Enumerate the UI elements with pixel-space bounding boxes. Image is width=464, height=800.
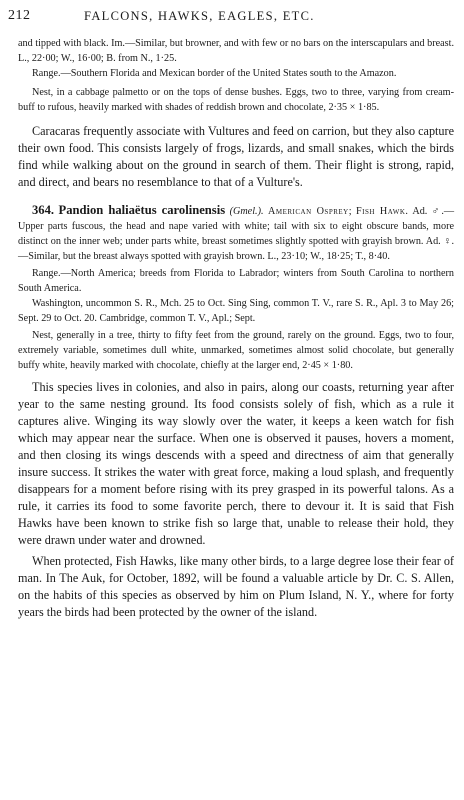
species-range: Range.—North America; breeds from Florida to Labrador; winters from South Carolina to northern South America. xyxy=(18,268,454,294)
species-latin-name: Pandion haliaëtus carolinensis xyxy=(58,203,226,217)
species-records: Washington, uncommon S. R., Mch. 25 to Oct. Sing Sing, common T. V., rare S. R., Apl. 3 to May 26; Sept. 29 to Oct. 20. Cambridge, common T. V., Apl.; Sept. xyxy=(18,298,454,324)
range-paragraph: Range.—Southern Florida and Mexican border of the United States south to the Amazon. xyxy=(32,68,397,79)
nest-paragraph: Nest, in a cabbage palmetto or on the tops of dense bushes. Eggs, two to three, varying from cream-buff to rufous, heavily marked with shades of reddish brown and chocolate, 2·35 × 1·85. xyxy=(18,87,454,113)
common-name: American Osprey xyxy=(267,206,349,217)
body-paragraph-2: When protected, Fish Hawks, like many other birds, to a large degree lose their fear of man. In The Auk, for October, 1892, will be found a valuable article by Dr. C. S. Allen, on the habits of this species as observed by him on Plum Island, N. Y., where for forty years the birds had been protected by the owner of the island. xyxy=(18,554,454,619)
body-paragraph-1: This species lives in colonies, and also in pairs, along our coasts, returning year after year to the same nesting ground. Its food consists solely of fish, which as a rule it captures alive. Winging its way slowly over the water, it keeps a keen watch for fish which may appear near the surface. When one is observed it pauses, hovers a moment, and then closing its wings descends with a speed and directness of aim that generally insure success. It strikes the water with great force, making a loud splash, and frequently disappears for a moment before rising with its prey grasped in its powerful talons. As a rule, it carries its food to some favorite perch, there to devour it. It is said that Fish Hawks have been known to strike fish so large that, unable to release their hold, they were drawn under water and drowned. xyxy=(18,380,454,547)
species-authority: (Gmel.). xyxy=(229,206,264,217)
page-header xyxy=(0,8,464,28)
caracara-paragraph: Caracaras frequently associate with Vultures and feed on carrion, but they also capture their own food. This consists largely of frogs, lizards, and small snakes, which the birds find while walking about on the ground in search of them. Their flight is strong, rapid, and direct, and bears no resemblance to that of a Vulture's. xyxy=(18,124,454,189)
common-name-alt: Fish Hawk. xyxy=(356,206,409,217)
species-number: 364. xyxy=(32,203,55,217)
running-title: FALCONS, HAWKS, EAGLES, ETC. xyxy=(84,9,315,23)
species-nest: Nest, generally in a tree, thirty to fifty feet from the ground, rarely on the ground. Eggs, two to four, extremely variable, sometimes dull white, unmarked, sometimes almost solid chocolate, but generally buffy white, heavily marked with chocolate, chiefly at the larger end, 2·45 × 1·80. xyxy=(18,330,454,371)
page-number: 212 xyxy=(8,8,31,23)
page-content xyxy=(18,36,454,621)
species-heading: 364. Pandion haliaëtus carolinensis (Gmel.). American Osprey; Fish Hawk. Ad. ♂.—Upper parts fuscous, the head and nape varied with white; tail with six to eight obscure bands, more distinct on the inner web; under parts white, breast sometimes slightly spotted with grayish brown. Ad. ♀.—Similar, but the breast always spotted with grayish brown. L., 23·10; W., 18·25; T., 8·40. xyxy=(18,203,455,262)
description-continuation: and tipped with black. Im.—Similar, but browner, and with few or no bars on the interscapulars and breast. L., 22·00; W., 16·00; B. from N., 1·25. xyxy=(18,38,455,64)
species-description: Ad. ♂.—Upper parts fuscous, the head and nape varied with white; tail with six to eight obscure bands, more distinct on the inner web; under parts white, breast sometimes slightly spotted with grayish brown. Ad. ♀.—Similar, but the breast always spotted with grayish brown. L., 23·10; W., 18·25; T., 8·40. xyxy=(18,206,455,262)
